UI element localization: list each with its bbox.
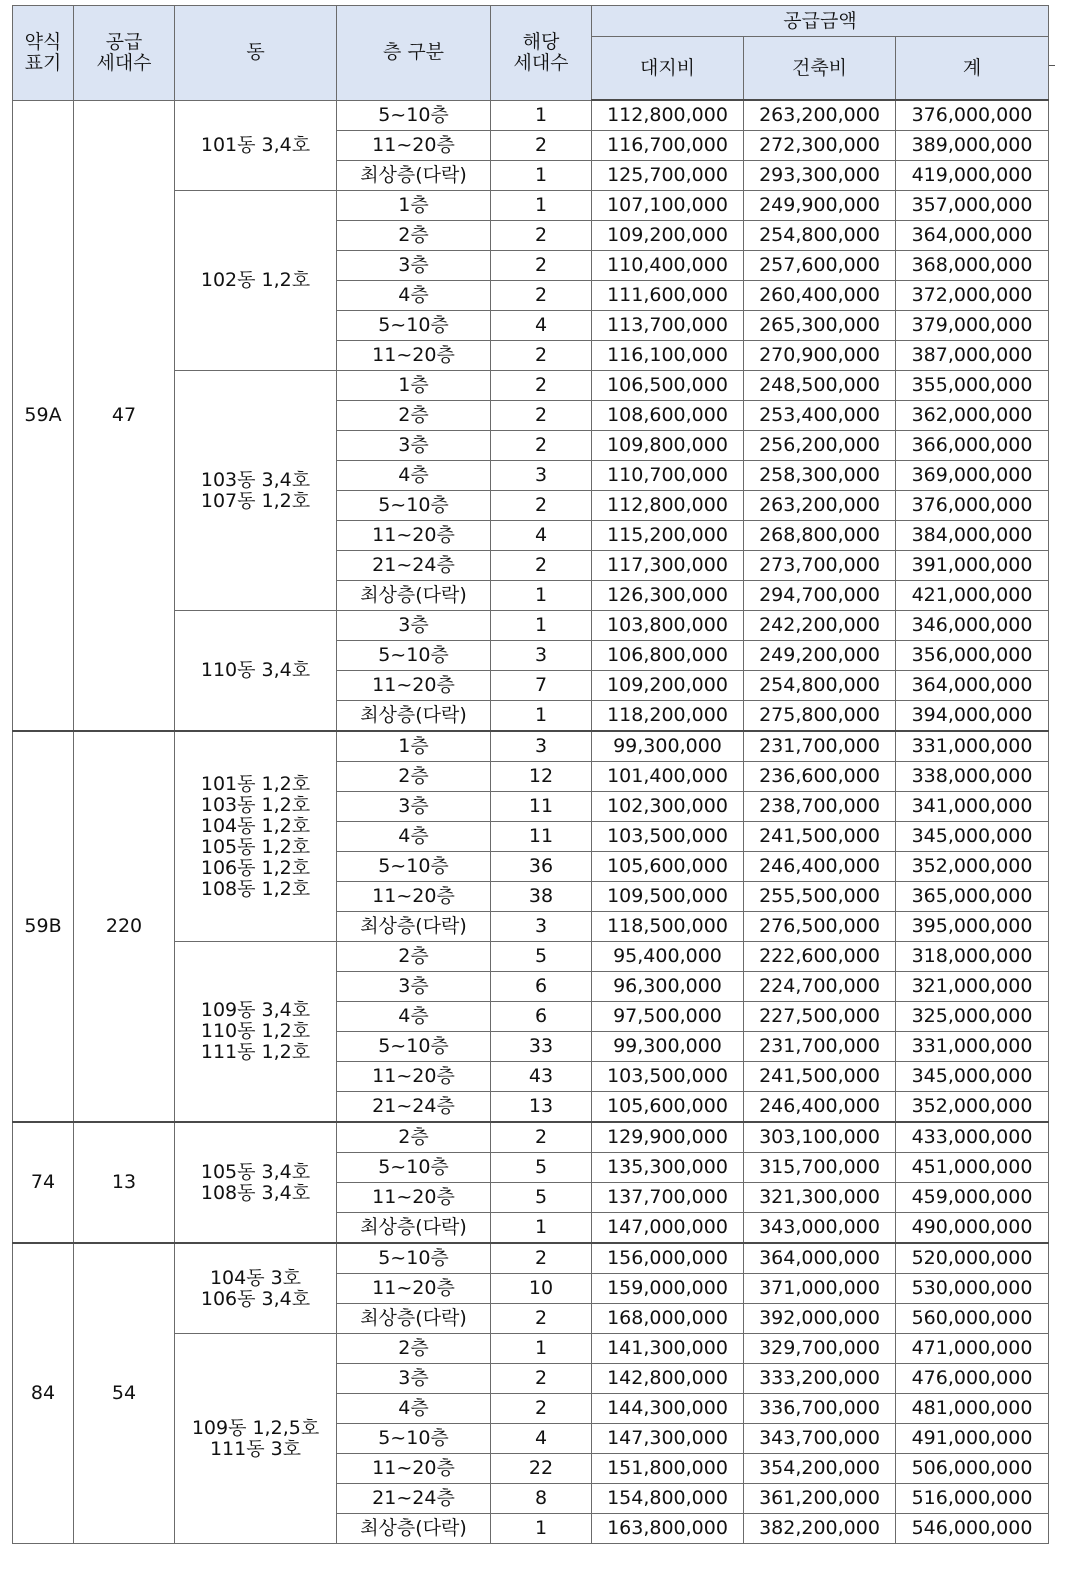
total-cell: 345,000,000 [896,1062,1049,1092]
land-cost-cell: 118,500,000 [592,912,744,942]
total-cell: 394,000,000 [896,701,1049,732]
total-cell: 421,000,000 [896,581,1049,611]
total-cell: 331,000,000 [896,1032,1049,1062]
units-cell: 1 [491,701,592,732]
land-cost-cell: 142,800,000 [592,1364,744,1394]
units-cell: 6 [491,972,592,1002]
units-cell: 22 [491,1454,592,1484]
floor-cell: 최상층(다락) [337,1213,491,1244]
units-cell: 1 [491,1514,592,1544]
land-cost-cell: 110,700,000 [592,461,744,491]
total-cell: 459,000,000 [896,1183,1049,1213]
floor-cell: 4층 [337,1002,491,1032]
units-cell: 2 [491,251,592,281]
dong-cell: 110동 3,4호 [175,611,337,732]
total-cell: 352,000,000 [896,1092,1049,1123]
building-cost-cell: 227,500,000 [744,1002,896,1032]
total-cell: 384,000,000 [896,521,1049,551]
land-cost-cell: 137,700,000 [592,1183,744,1213]
units-cell: 10 [491,1274,592,1304]
land-cost-cell: 112,800,000 [592,491,744,521]
building-cost-cell: 242,200,000 [744,611,896,641]
supply-price-table [12,5,1049,1544]
land-cost-cell: 96,300,000 [592,972,744,1002]
floor-cell: 5~10층 [337,852,491,882]
units-cell: 2 [491,131,592,161]
units-cell: 13 [491,1092,592,1123]
total-cell: 338,000,000 [896,762,1049,792]
land-cost-cell: 116,100,000 [592,341,744,371]
units-cell: 2 [491,371,592,401]
table-body [13,100,1049,1544]
building-cost-cell: 392,000,000 [744,1304,896,1334]
units-cell: 2 [491,281,592,311]
units-cell: 2 [491,401,592,431]
units-cell: 3 [491,731,592,762]
total-cell: 530,000,000 [896,1274,1049,1304]
floor-cell: 1층 [337,191,491,221]
units-cell: 2 [491,551,592,581]
land-cost-cell: 159,000,000 [592,1274,744,1304]
units-cell: 2 [491,1304,592,1334]
floor-cell: 3층 [337,611,491,641]
total-cell: 491,000,000 [896,1424,1049,1454]
building-cost-cell: 293,300,000 [744,161,896,191]
building-cost-cell: 382,200,000 [744,1514,896,1544]
total-cell: 318,000,000 [896,942,1049,972]
dong-cell: 109동 1,2,5호 111동 3호 [175,1334,337,1544]
total-cell: 379,000,000 [896,311,1049,341]
floor-cell: 2층 [337,762,491,792]
floor-cell: 11~20층 [337,1062,491,1092]
total-cell: 376,000,000 [896,491,1049,521]
land-cost-cell: 107,100,000 [592,191,744,221]
table-row [13,1122,1049,1153]
floor-cell: 4층 [337,822,491,852]
total-cell: 391,000,000 [896,551,1049,581]
land-cost-cell: 101,400,000 [592,762,744,792]
dong-cell: 102동 1,2호 [175,191,337,371]
land-cost-cell: 168,000,000 [592,1304,744,1334]
land-cost-cell: 126,300,000 [592,581,744,611]
building-cost-cell: 257,600,000 [744,251,896,281]
land-cost-cell: 125,700,000 [592,161,744,191]
supply-count-cell: 220 [74,731,175,1122]
total-cell: 364,000,000 [896,221,1049,251]
building-cost-cell: 371,000,000 [744,1274,896,1304]
units-cell: 3 [491,461,592,491]
land-cost-cell: 113,700,000 [592,311,744,341]
land-cost-cell: 147,000,000 [592,1213,744,1244]
building-cost-cell: 333,200,000 [744,1364,896,1394]
total-cell: 389,000,000 [896,131,1049,161]
total-cell: 506,000,000 [896,1454,1049,1484]
land-cost-cell: 141,300,000 [592,1334,744,1364]
header-dong: 동 [175,6,337,101]
total-cell: 433,000,000 [896,1122,1049,1153]
floor-cell: 11~20층 [337,882,491,912]
floor-cell: 5~10층 [337,1424,491,1454]
floor-cell: 11~20층 [337,1454,491,1484]
total-cell: 325,000,000 [896,1002,1049,1032]
total-cell: 471,000,000 [896,1334,1049,1364]
land-cost-cell: 111,600,000 [592,281,744,311]
land-cost-cell: 105,600,000 [592,1092,744,1123]
building-cost-cell: 270,900,000 [744,341,896,371]
floor-cell: 2층 [337,1122,491,1153]
building-cost-cell: 224,700,000 [744,972,896,1002]
total-cell: 451,000,000 [896,1153,1049,1183]
floor-cell: 21~24층 [337,1092,491,1123]
total-cell: 395,000,000 [896,912,1049,942]
building-cost-cell: 231,700,000 [744,1032,896,1062]
floor-cell: 21~24층 [337,551,491,581]
floor-cell: 5~10층 [337,641,491,671]
units-cell: 4 [491,1424,592,1454]
units-cell: 2 [491,1243,592,1274]
units-cell: 4 [491,311,592,341]
building-cost-cell: 263,200,000 [744,491,896,521]
land-cost-cell: 151,800,000 [592,1454,744,1484]
dong-cell: 105동 3,4호 108동 3,4호 [175,1122,337,1243]
floor-cell: 3층 [337,431,491,461]
land-cost-cell: 147,300,000 [592,1424,744,1454]
units-cell: 8 [491,1484,592,1514]
floor-cell: 21~24층 [337,1484,491,1514]
units-cell: 1 [491,1213,592,1244]
total-cell: 365,000,000 [896,882,1049,912]
building-cost-cell: 336,700,000 [744,1394,896,1424]
building-cost-cell: 329,700,000 [744,1334,896,1364]
floor-cell: 11~20층 [337,1183,491,1213]
building-cost-cell: 343,000,000 [744,1213,896,1244]
land-cost-cell: 118,200,000 [592,701,744,732]
land-cost-cell: 103,500,000 [592,1062,744,1092]
building-cost-cell: 294,700,000 [744,581,896,611]
floor-cell: 4층 [337,281,491,311]
building-cost-cell: 258,300,000 [744,461,896,491]
units-cell: 3 [491,912,592,942]
land-cost-cell: 103,500,000 [592,822,744,852]
land-cost-cell: 154,800,000 [592,1484,744,1514]
total-cell: 355,000,000 [896,371,1049,401]
table-row [13,100,1049,131]
building-cost-cell: 272,300,000 [744,131,896,161]
floor-cell: 5~10층 [337,100,491,131]
floor-cell: 2층 [337,221,491,251]
total-cell: 376,000,000 [896,100,1049,131]
units-cell: 7 [491,671,592,701]
units-cell: 2 [491,221,592,251]
header-price-group: 공급금액 [592,6,1049,37]
total-cell: 372,000,000 [896,281,1049,311]
land-cost-cell: 115,200,000 [592,521,744,551]
dong-cell: 104동 3호 106동 3,4호 [175,1243,337,1334]
units-cell: 1 [491,191,592,221]
land-cost-cell: 99,300,000 [592,731,744,762]
land-cost-cell: 109,200,000 [592,671,744,701]
floor-cell: 11~20층 [337,341,491,371]
units-cell: 1 [491,100,592,131]
land-cost-cell: 105,600,000 [592,852,744,882]
units-cell: 12 [491,762,592,792]
land-cost-cell: 99,300,000 [592,1032,744,1062]
total-cell: 345,000,000 [896,822,1049,852]
units-cell: 1 [491,161,592,191]
type-cell: 59A [13,100,74,731]
total-cell: 321,000,000 [896,972,1049,1002]
floor-cell: 5~10층 [337,1032,491,1062]
land-cost-cell: 112,800,000 [592,100,744,131]
building-cost-cell: 231,700,000 [744,731,896,762]
total-cell: 366,000,000 [896,431,1049,461]
units-cell: 2 [491,1364,592,1394]
total-cell: 560,000,000 [896,1304,1049,1334]
units-cell: 2 [491,341,592,371]
type-cell: 84 [13,1243,74,1544]
header-building-cost: 건축비 [744,37,896,101]
floor-cell: 1층 [337,731,491,762]
header-abbr: 약식 표기 [13,6,74,101]
floor-cell: 2층 [337,1334,491,1364]
land-cost-cell: 102,300,000 [592,792,744,822]
building-cost-cell: 263,200,000 [744,100,896,131]
land-cost-cell: 97,500,000 [592,1002,744,1032]
building-cost-cell: 241,500,000 [744,1062,896,1092]
dong-cell: 103동 3,4호 107동 1,2호 [175,371,337,611]
total-cell: 364,000,000 [896,671,1049,701]
floor-cell: 11~20층 [337,671,491,701]
land-cost-cell: 117,300,000 [592,551,744,581]
units-cell: 43 [491,1062,592,1092]
units-cell: 1 [491,1334,592,1364]
building-cost-cell: 265,300,000 [744,311,896,341]
building-cost-cell: 248,500,000 [744,371,896,401]
building-cost-cell: 254,800,000 [744,671,896,701]
land-cost-cell: 109,200,000 [592,221,744,251]
total-cell: 356,000,000 [896,641,1049,671]
building-cost-cell: 364,000,000 [744,1243,896,1274]
units-cell: 5 [491,1183,592,1213]
total-cell: 357,000,000 [896,191,1049,221]
total-cell: 476,000,000 [896,1364,1049,1394]
floor-cell: 최상층(다락) [337,912,491,942]
floor-cell: 최상층(다락) [337,701,491,732]
building-cost-cell: 246,400,000 [744,1092,896,1123]
dong-cell: 101동 3,4호 [175,100,337,191]
floor-cell: 5~10층 [337,491,491,521]
land-cost-cell: 116,700,000 [592,131,744,161]
total-cell: 331,000,000 [896,731,1049,762]
land-cost-cell: 144,300,000 [592,1394,744,1424]
units-cell: 33 [491,1032,592,1062]
units-cell: 2 [491,431,592,461]
total-cell: 352,000,000 [896,852,1049,882]
supply-count-cell: 47 [74,100,175,731]
building-cost-cell: 253,400,000 [744,401,896,431]
building-cost-cell: 303,100,000 [744,1122,896,1153]
building-cost-cell: 249,200,000 [744,641,896,671]
right-edge-tick [1049,65,1055,66]
building-cost-cell: 241,500,000 [744,822,896,852]
total-cell: 520,000,000 [896,1243,1049,1274]
floor-cell: 5~10층 [337,1243,491,1274]
supply-count-cell: 54 [74,1243,175,1544]
table-header [13,6,1049,101]
units-cell: 36 [491,852,592,882]
header-supply-units: 공급 세대수 [74,6,175,101]
table-row [13,1243,1049,1274]
supply-count-cell: 13 [74,1122,175,1243]
land-cost-cell: 163,800,000 [592,1514,744,1544]
header-floor: 층 구분 [337,6,491,101]
units-cell: 1 [491,581,592,611]
units-cell: 5 [491,1153,592,1183]
land-cost-cell: 95,400,000 [592,942,744,972]
floor-cell: 5~10층 [337,311,491,341]
building-cost-cell: 315,700,000 [744,1153,896,1183]
building-cost-cell: 343,700,000 [744,1424,896,1454]
total-cell: 369,000,000 [896,461,1049,491]
building-cost-cell: 354,200,000 [744,1454,896,1484]
building-cost-cell: 236,600,000 [744,762,896,792]
total-cell: 346,000,000 [896,611,1049,641]
floor-cell: 최상층(다락) [337,161,491,191]
type-cell: 74 [13,1122,74,1243]
land-cost-cell: 106,800,000 [592,641,744,671]
land-cost-cell: 109,800,000 [592,431,744,461]
units-cell: 11 [491,792,592,822]
table-row [13,731,1049,762]
building-cost-cell: 321,300,000 [744,1183,896,1213]
units-cell: 38 [491,882,592,912]
units-cell: 6 [491,1002,592,1032]
floor-cell: 3층 [337,792,491,822]
building-cost-cell: 238,700,000 [744,792,896,822]
building-cost-cell: 276,500,000 [744,912,896,942]
floor-cell: 4층 [337,1394,491,1424]
floor-cell: 11~20층 [337,521,491,551]
floor-cell: 5~10층 [337,1153,491,1183]
land-cost-cell: 103,800,000 [592,611,744,641]
total-cell: 516,000,000 [896,1484,1049,1514]
building-cost-cell: 273,700,000 [744,551,896,581]
units-cell: 1 [491,611,592,641]
floor-cell: 3층 [337,972,491,1002]
units-cell: 3 [491,641,592,671]
floor-cell: 2층 [337,401,491,431]
building-cost-cell: 275,800,000 [744,701,896,732]
floor-cell: 최상층(다락) [337,1304,491,1334]
land-cost-cell: 106,500,000 [592,371,744,401]
building-cost-cell: 256,200,000 [744,431,896,461]
building-cost-cell: 254,800,000 [744,221,896,251]
building-cost-cell: 255,500,000 [744,882,896,912]
units-cell: 11 [491,822,592,852]
building-cost-cell: 249,900,000 [744,191,896,221]
units-cell: 2 [491,1122,592,1153]
building-cost-cell: 361,200,000 [744,1484,896,1514]
units-cell: 2 [491,1394,592,1424]
dong-cell: 109동 3,4호 110동 1,2호 111동 1,2호 [175,942,337,1123]
header-total: 계 [896,37,1049,101]
building-cost-cell: 222,600,000 [744,942,896,972]
total-cell: 362,000,000 [896,401,1049,431]
type-cell: 59B [13,731,74,1122]
units-cell: 4 [491,521,592,551]
total-cell: 546,000,000 [896,1514,1049,1544]
header-land-cost: 대지비 [592,37,744,101]
building-cost-cell: 260,400,000 [744,281,896,311]
total-cell: 387,000,000 [896,341,1049,371]
floor-cell: 최상층(다락) [337,1514,491,1544]
floor-cell: 11~20층 [337,1274,491,1304]
floor-cell: 3층 [337,1364,491,1394]
building-cost-cell: 268,800,000 [744,521,896,551]
floor-cell: 3층 [337,251,491,281]
total-cell: 341,000,000 [896,792,1049,822]
floor-cell: 4층 [337,461,491,491]
land-cost-cell: 108,600,000 [592,401,744,431]
land-cost-cell: 110,400,000 [592,251,744,281]
floor-cell: 최상층(다락) [337,581,491,611]
floor-cell: 11~20층 [337,131,491,161]
land-cost-cell: 156,000,000 [592,1243,744,1274]
units-cell: 5 [491,942,592,972]
header-units: 해당 세대수 [491,6,592,101]
dong-cell: 101동 1,2호 103동 1,2호 104동 1,2호 105동 1,2호 106동 1,2호 108동 1,2호 [175,731,337,942]
total-cell: 368,000,000 [896,251,1049,281]
total-cell: 490,000,000 [896,1213,1049,1244]
land-cost-cell: 109,500,000 [592,882,744,912]
floor-cell: 2층 [337,942,491,972]
floor-cell: 1층 [337,371,491,401]
land-cost-cell: 135,300,000 [592,1153,744,1183]
units-cell: 2 [491,491,592,521]
total-cell: 481,000,000 [896,1394,1049,1424]
total-cell: 419,000,000 [896,161,1049,191]
building-cost-cell: 246,400,000 [744,852,896,882]
land-cost-cell: 129,900,000 [592,1122,744,1153]
